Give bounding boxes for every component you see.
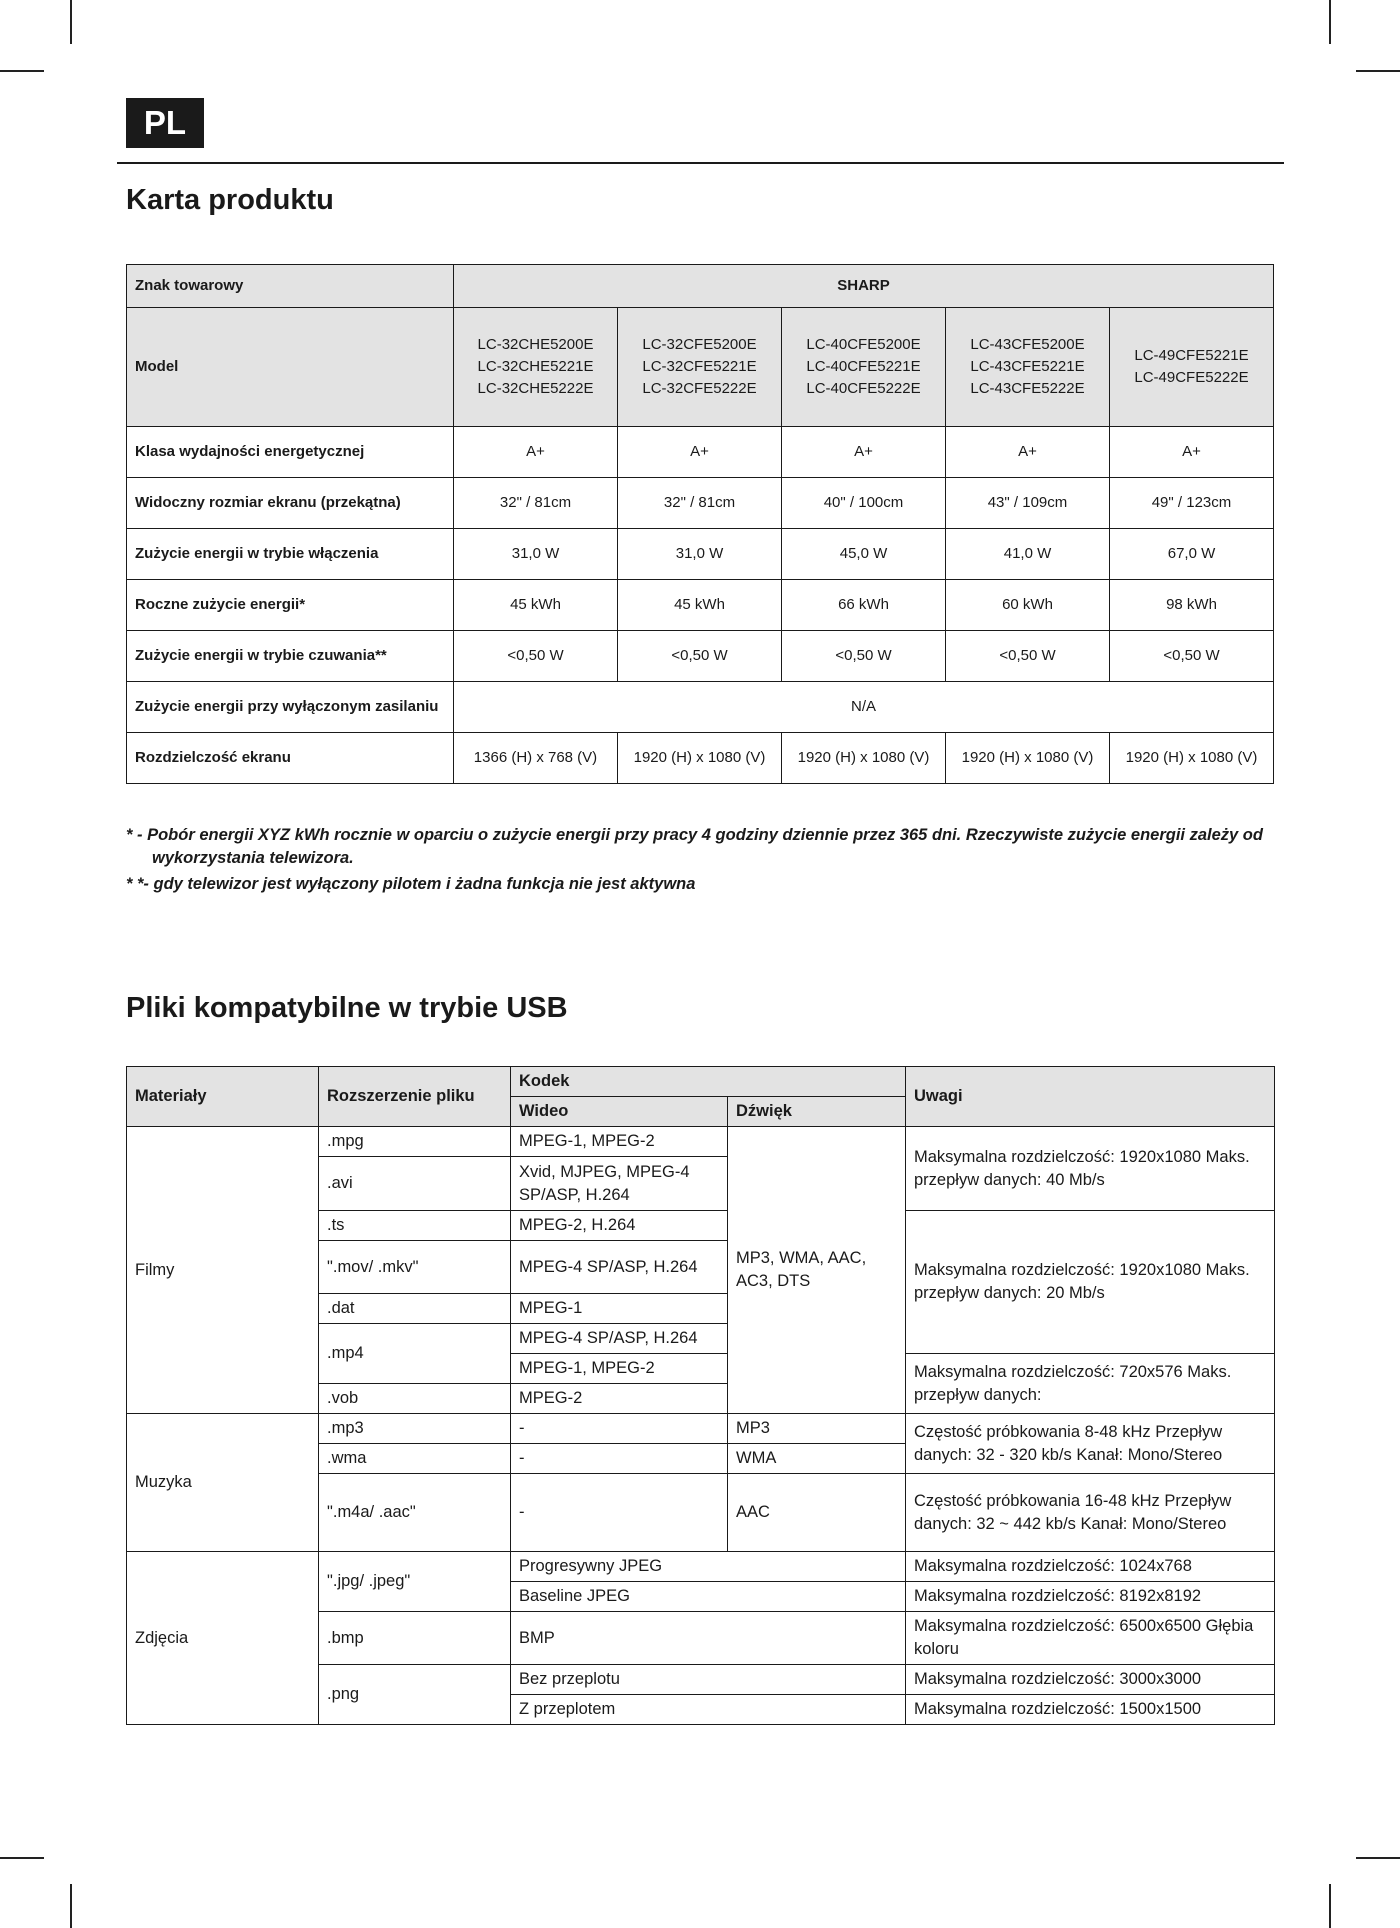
spec-value: A+ bbox=[618, 427, 782, 478]
product-card-title: Karta produktu bbox=[126, 184, 334, 216]
spec-value: A+ bbox=[1110, 427, 1274, 478]
crop-mark bbox=[0, 1857, 44, 1859]
spec-value: 98 kWh bbox=[1110, 580, 1274, 631]
extension-cell: ".mov/ .mkv" bbox=[319, 1241, 511, 1294]
spec-value: 60 kWh bbox=[946, 580, 1110, 631]
col-header-extension: Rozszerzenie pliku bbox=[319, 1067, 511, 1127]
extension-cell: .dat bbox=[319, 1294, 511, 1324]
spec-value: 1920 (H) x 1080 (V) bbox=[946, 733, 1110, 784]
extension-cell: .mp4 bbox=[319, 1324, 511, 1384]
remark-cell: Maksymalna rozdzielczość: 3000x3000 bbox=[906, 1665, 1275, 1695]
brand-value: SHARP bbox=[454, 265, 1274, 308]
audio-codec-cell: WMA bbox=[728, 1444, 906, 1474]
language-badge: PL bbox=[126, 98, 204, 148]
extension-cell: .ts bbox=[319, 1211, 511, 1241]
video-codec-cell: Xvid, MJPEG, MPEG-4 SP/ASP, H.264 bbox=[511, 1157, 728, 1211]
extension-cell: .avi bbox=[319, 1157, 511, 1211]
spec-row-label: Widoczny rozmiar ekranu (przekątna) bbox=[127, 478, 454, 529]
remark-cell: Maksymalna rozdzielczość: 1024x768 bbox=[906, 1552, 1275, 1582]
spec-value: 45,0 W bbox=[782, 529, 946, 580]
remark-cell: Maksymalna rozdzielczość: 1920x1080 Maks. przepływ danych: 20 Mb/s bbox=[906, 1211, 1275, 1354]
crop-mark bbox=[0, 70, 44, 72]
extension-cell: ".jpg/ .jpeg" bbox=[319, 1552, 511, 1612]
extension-cell: .mpg bbox=[319, 1127, 511, 1157]
extension-cell: .wma bbox=[319, 1444, 511, 1474]
video-codec-cell: MPEG-2 bbox=[511, 1384, 728, 1414]
crop-mark bbox=[1329, 1884, 1331, 1928]
col-header-remarks: Uwagi bbox=[906, 1067, 1275, 1127]
category-cell: Muzyka bbox=[127, 1414, 319, 1552]
extension-cell: .bmp bbox=[319, 1612, 511, 1665]
spec-value: 45 kWh bbox=[454, 580, 618, 631]
col-header-materials: Materiały bbox=[127, 1067, 319, 1127]
spec-value: <0,50 W bbox=[782, 631, 946, 682]
remark-cell: Maksymalna rozdzielczość: 6500x6500 Głębia koloru bbox=[906, 1612, 1275, 1665]
video-codec-cell: MPEG-1, MPEG-2 bbox=[511, 1127, 728, 1157]
spec-value: 31,0 W bbox=[618, 529, 782, 580]
remark-cell: Maksymalna rozdzielczość: 8192x8192 bbox=[906, 1582, 1275, 1612]
spec-value: 32" / 81cm bbox=[618, 478, 782, 529]
video-codec-cell: MPEG-1, MPEG-2 bbox=[511, 1354, 728, 1384]
brand-label: Znak towarowy bbox=[127, 265, 454, 308]
spec-value: N/A bbox=[454, 682, 1274, 733]
audio-codec-cell: MP3 bbox=[728, 1414, 906, 1444]
usb-section-title: Pliki kompatybilne w trybie USB bbox=[126, 992, 568, 1024]
extension-cell: .png bbox=[319, 1665, 511, 1725]
header-rule bbox=[117, 162, 1284, 164]
crop-mark bbox=[70, 1884, 72, 1928]
spec-value: 49" / 123cm bbox=[1110, 478, 1274, 529]
footnote: wykorzystania telewizora. bbox=[152, 849, 354, 867]
spec-value: 66 kWh bbox=[782, 580, 946, 631]
spec-value: A+ bbox=[946, 427, 1110, 478]
category-cell: Filmy bbox=[127, 1127, 319, 1414]
video-codec-cell: - bbox=[511, 1474, 728, 1552]
model-cell: LC-32CHE5200E LC-32CHE5221E LC-32CHE5222E bbox=[454, 308, 618, 427]
video-codec-cell: MPEG-2, H.264 bbox=[511, 1211, 728, 1241]
footnote: * *- gdy telewizor jest wyłączony pilotem i żadna funkcja nie jest aktywna bbox=[126, 875, 696, 893]
spec-row-label: Zużycie energii w trybie czuwania** bbox=[127, 631, 454, 682]
col-header-audio: Dźwięk bbox=[728, 1097, 906, 1127]
spec-value: 67,0 W bbox=[1110, 529, 1274, 580]
spec-value: 40" / 100cm bbox=[782, 478, 946, 529]
model-cell: LC-32CFE5200E LC-32CFE5221E LC-32CFE5222E bbox=[618, 308, 782, 427]
spec-value: <0,50 W bbox=[454, 631, 618, 682]
usb-formats-table bbox=[126, 1066, 1275, 1725]
spec-value: <0,50 W bbox=[1110, 631, 1274, 682]
remark-cell: Częstość próbkowania 16-48 kHz Przepływ danych: 32 ~ 442 kb/s Kanał: Mono/Stereo bbox=[906, 1474, 1275, 1552]
remark-cell: Maksymalna rozdzielczość: 720x576 Maks. przepływ danych: bbox=[906, 1354, 1275, 1414]
spec-value: A+ bbox=[782, 427, 946, 478]
video-codec-cell: MPEG-1 bbox=[511, 1294, 728, 1324]
remark-cell: Maksymalna rozdzielczość: 1500x1500 bbox=[906, 1695, 1275, 1725]
spec-value: <0,50 W bbox=[946, 631, 1110, 682]
footnotes bbox=[126, 824, 1276, 896]
spec-value: A+ bbox=[454, 427, 618, 478]
audio-codec-cell: AAC bbox=[728, 1474, 906, 1552]
crop-mark bbox=[1356, 1857, 1400, 1859]
extension-cell: .vob bbox=[319, 1384, 511, 1414]
remark-cell: Częstość próbkowania 8-48 kHz Przepływ danych: 32 - 320 kb/s Kanał: Mono/Stereo bbox=[906, 1414, 1275, 1474]
spec-value: 1920 (H) x 1080 (V) bbox=[782, 733, 946, 784]
codec-cell: Progresywny JPEG bbox=[511, 1552, 906, 1582]
crop-mark bbox=[70, 0, 72, 44]
video-codec-cell: - bbox=[511, 1444, 728, 1474]
audio-codec-cell: MP3, WMA, AAC, AC3, DTS bbox=[728, 1127, 906, 1414]
extension-cell: ".m4a/ .aac" bbox=[319, 1474, 511, 1552]
spec-value: 45 kWh bbox=[618, 580, 782, 631]
spec-value: 43" / 109cm bbox=[946, 478, 1110, 529]
codec-cell: BMP bbox=[511, 1612, 906, 1665]
codec-cell: Baseline JPEG bbox=[511, 1582, 906, 1612]
category-cell: Zdjęcia bbox=[127, 1552, 319, 1725]
footnote: * - Pobór energii XYZ kWh rocznie w oparciu o zużycie energii przy pracy 4 godziny dziennie przez 365 dni. Rzeczywiste zużycie energii zależy od bbox=[126, 826, 1263, 844]
spec-value: 41,0 W bbox=[946, 529, 1110, 580]
crop-mark bbox=[1356, 70, 1400, 72]
codec-cell: Z przeplotem bbox=[511, 1695, 906, 1725]
spec-value: 1920 (H) x 1080 (V) bbox=[618, 733, 782, 784]
video-codec-cell: MPEG-4 SP/ASP, H.264 bbox=[511, 1324, 728, 1354]
spec-row-label: Zużycie energii w trybie włączenia bbox=[127, 529, 454, 580]
product-spec-table bbox=[126, 264, 1274, 784]
extension-cell: .mp3 bbox=[319, 1414, 511, 1444]
crop-mark bbox=[1329, 0, 1331, 44]
spec-value: 1366 (H) x 768 (V) bbox=[454, 733, 618, 784]
model-cell: LC-43CFE5200E LC-43CFE5221E LC-43CFE5222E bbox=[946, 308, 1110, 427]
model-label: Model bbox=[127, 308, 454, 427]
spec-value: <0,50 W bbox=[618, 631, 782, 682]
spec-value: 32" / 81cm bbox=[454, 478, 618, 529]
model-cell: LC-40CFE5200E LC-40CFE5221E LC-40CFE5222E bbox=[782, 308, 946, 427]
video-codec-cell: - bbox=[511, 1414, 728, 1444]
spec-value: 1920 (H) x 1080 (V) bbox=[1110, 733, 1274, 784]
spec-row-label: Roczne zużycie energii* bbox=[127, 580, 454, 631]
spec-row-label: Klasa wydajności energetycznej bbox=[127, 427, 454, 478]
model-cell: LC-49CFE5221E LC-49CFE5222E bbox=[1110, 308, 1274, 427]
spec-row-label: Zużycie energii przy wyłączonym zasilaniu bbox=[127, 682, 454, 733]
col-header-codec: Kodek bbox=[511, 1067, 906, 1097]
codec-cell: Bez przeplotu bbox=[511, 1665, 906, 1695]
remark-cell: Maksymalna rozdzielczość: 1920x1080 Maks. przepływ danych: 40 Mb/s bbox=[906, 1127, 1275, 1211]
col-header-video: Wideo bbox=[511, 1097, 728, 1127]
spec-row-label: Rozdzielczość ekranu bbox=[127, 733, 454, 784]
video-codec-cell: MPEG-4 SP/ASP, H.264 bbox=[511, 1241, 728, 1294]
spec-value: 31,0 W bbox=[454, 529, 618, 580]
